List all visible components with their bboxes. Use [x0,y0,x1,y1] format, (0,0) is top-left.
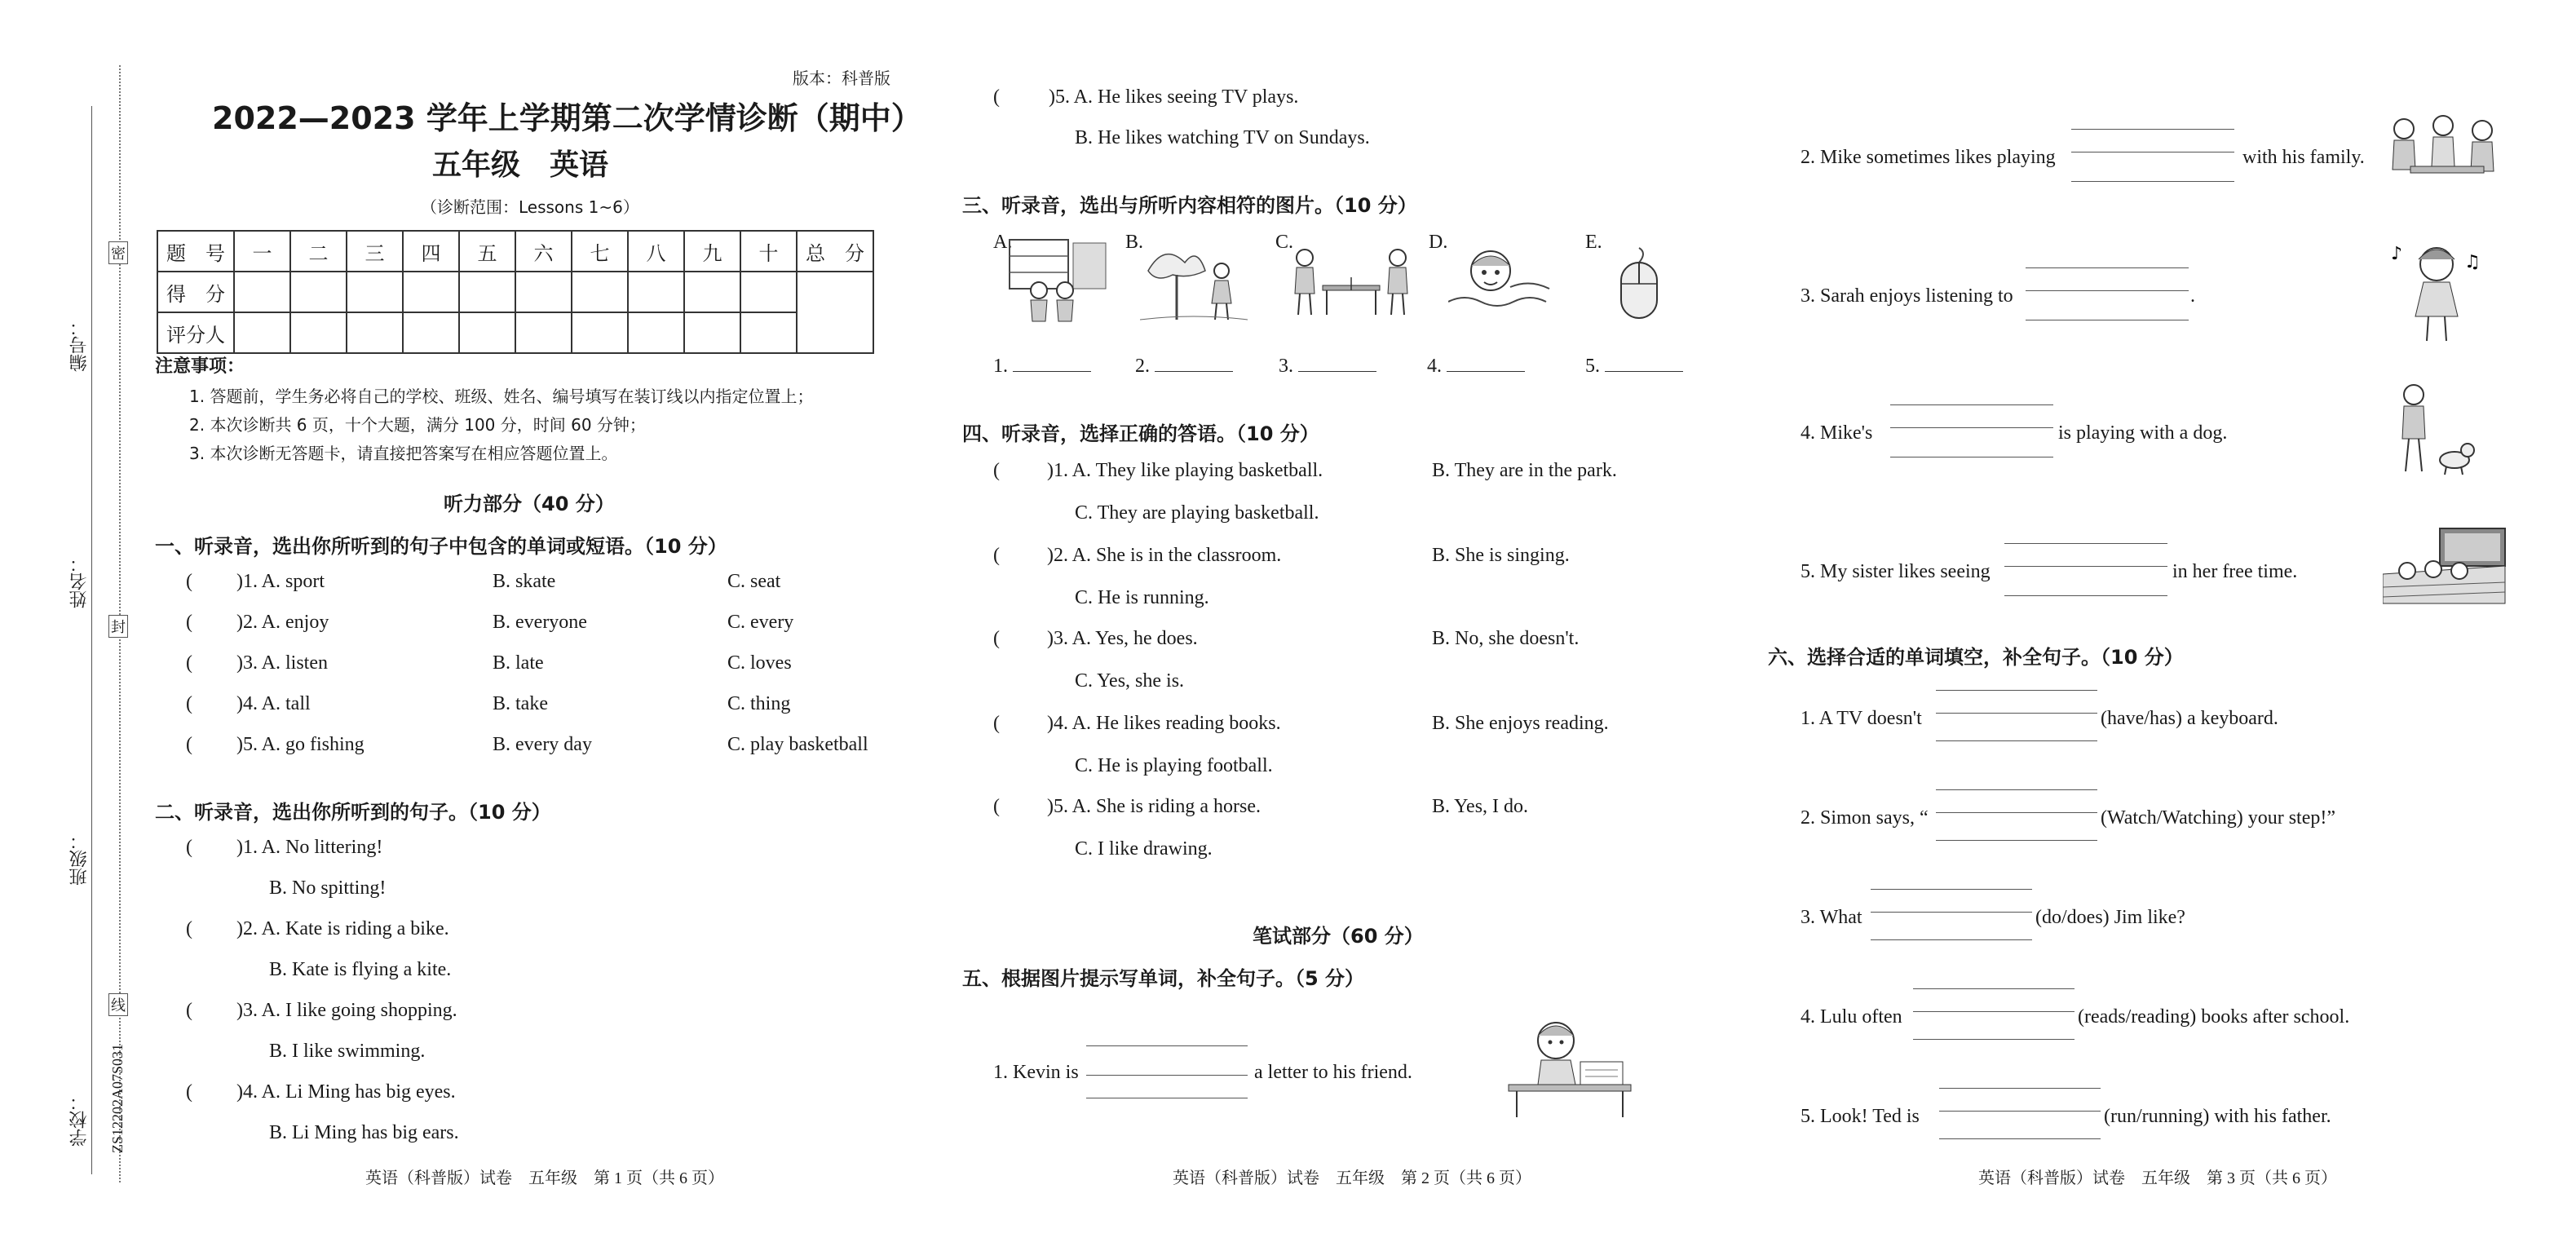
reply-option-b: B. She enjoys reading. [1432,713,1609,734]
answer-paren[interactable]: ( [993,713,1000,734]
s6-q4-pre: 4. Lulu often [1801,1006,1902,1028]
note-3: 3. 本次诊断无答题卡，请直接把答案写在相应答题位置上。 [189,444,618,463]
table-col-6: 六 [515,231,572,272]
reply-option-c: C. He is running. [1075,587,1209,608]
s5-q3-post: . [2190,285,2195,307]
answer-paren[interactable]: ( [186,652,192,674]
answer-paren[interactable]: ( [993,86,1000,108]
question-option-c: C. thing [727,693,791,714]
table-col-8: 八 [628,231,684,272]
picture-e-mouse-icon [1615,245,1664,323]
grader-cell[interactable] [572,312,628,353]
s5-q2-blank[interactable] [2071,157,2234,165]
question-option-b: B. skate [493,571,556,592]
answer-paren[interactable]: ( [186,612,192,633]
writing-guide-line [1871,912,2032,913]
writing-guide-line [1890,427,2053,428]
reply-option-a: )2. A. She is in the classroom. [1047,545,1282,566]
pic-label-d: D. [1429,232,1448,253]
picture-c-table-tennis-icon [1290,236,1412,326]
table-col-4: 四 [403,231,459,272]
section-2-title: 二、听录音，选出你所听到的句子。（10 分） [155,801,551,824]
pic-label-c: C. [1275,232,1294,253]
line-mark: 线 [108,993,128,1016]
score-cell[interactable] [572,272,628,312]
sentence-option-b: B. Kate is flying a kite. [269,959,452,980]
s6-q3-blank[interactable] [1871,917,2032,925]
score-cell[interactable] [347,272,403,312]
exam-scope: （诊断范围：Lessons 1~6） [421,197,639,217]
s5-q3-pre: 3. Sarah enjoys listening to [1801,285,2013,307]
question-option-a: )4. A. tall [236,693,311,714]
writing-guide-line [1939,1088,2101,1089]
s6-q4-blank[interactable] [1913,1016,2074,1024]
reply-option-b: B. No, she doesn't. [1432,628,1580,649]
notes-title: 注意事项： [155,356,245,377]
table-col-3: 三 [347,231,403,272]
seal-mark-1: 密 [108,241,128,264]
writing-guide-line [1939,1138,2101,1139]
answer-label-2: 2. [1135,356,1233,378]
question-option-c: C. seat [727,571,781,592]
sentence-option-b: B. No spitting! [269,877,387,899]
pic-label-b: B. [1125,232,1144,253]
score-cell[interactable] [628,272,684,312]
s6-q3-post: (do/does) Jim like? [2035,907,2185,928]
sentence-option-a: )4. A. Li Ming has big eyes. [236,1081,456,1103]
section-4-title: 四、听录音，选择正确的答语。（10 分） [962,422,1319,445]
s6-q1-blank[interactable] [1936,718,2097,726]
writing-guide-line [2071,181,2234,182]
question-option-b: B. late [493,652,544,674]
answer-paren[interactable]: ( [186,918,192,939]
reply-option-c: C. He is playing football. [1075,755,1273,776]
answer-paren[interactable]: ( [186,734,192,755]
s5-q1-post: a letter to his friend. [1254,1062,1412,1083]
answer-label-1: 1. [993,356,1091,378]
answer-paren[interactable]: ( [993,796,1000,817]
writing-guide-line [2026,290,2189,291]
exam-subtitle: 五年级 英语 [432,148,609,182]
page-3-footer: 英语（科普版）试卷 五年级 第 3 页（共 6 页） [1978,1169,2337,1187]
grader-cell[interactable] [459,312,515,353]
answer-label-3: 3. [1279,356,1376,378]
answer-blank[interactable] [1605,371,1683,372]
school-label: 学校： [69,1093,90,1147]
question-option-c: C. play basketball [727,734,868,755]
writing-guide-line [2026,267,2189,268]
s5-q5-blank[interactable] [2004,571,2167,579]
section-1-title: 一、听录音，选出你所听到的句子中包含的单词或短语。（10 分） [155,535,727,558]
reply-option-b: B. She is singing. [1432,545,1570,566]
grader-cell[interactable] [347,312,403,353]
s5-q2-post: with his family. [2242,147,2365,168]
reply-option-b: B. They are in the park. [1432,460,1617,481]
s5-q4-blank[interactable] [1890,432,2053,440]
s5-q2-pre: 2. Mike sometimes likes playing [1801,147,2056,168]
reply-option-c: C. Yes, she is. [1075,670,1185,692]
writing-guide-line [1890,404,2053,405]
s6-q2-post: (Watch/Watching) your step!” [2101,807,2336,829]
s6-q2-blank[interactable] [1936,817,2097,825]
section-6-title: 六、选择合适的单词填空，补全句子。（10 分） [1768,646,2184,669]
question-option-b: B. every day [493,734,592,755]
s5-q5-pre: 5. My sister likes seeing [1801,561,1991,582]
s6-q5-pre: 5. Look! Ted is [1801,1106,1920,1127]
answer-paren[interactable]: ( [186,1081,192,1103]
sentence-option-a: )2. A. Kate is riding a bike. [236,918,449,939]
boy-writing-icon [1505,1016,1636,1119]
table-col-9: 九 [684,231,740,272]
s6-q1-post: (have/has) a keyboard. [2101,708,2278,729]
writing-guide-line [1086,1045,1248,1046]
table-col-1: 一 [234,231,290,272]
answer-paren[interactable]: ( [186,693,192,714]
seal-mark-2: 封 [108,615,128,638]
table-col-total: 总 分 [797,231,873,272]
reply-option-c: C. I like drawing. [1075,838,1213,860]
picture-d-swimming-icon [1448,238,1554,320]
sentence-option-b: B. Li Ming has big ears. [269,1122,459,1143]
writing-guide-line [1939,1111,2101,1112]
sentence-option-a: )3. A. I like going shopping. [236,1000,457,1021]
note-2: 2. 本次诊断共 6 页，十个大题，满分 100 分，时间 60 分钟； [189,415,646,435]
score-cell[interactable] [459,272,515,312]
score-cell[interactable] [290,272,347,312]
score-table-row-score [157,272,873,312]
answer-blank[interactable] [1447,371,1525,372]
question-option-b: B. take [493,693,548,714]
writing-guide-line [1936,740,2097,741]
s6-q1-pre: 1. A TV doesn't [1801,708,1922,729]
watching-movie-icon [2383,525,2508,607]
table-col-5: 五 [459,231,515,272]
question-option-a: )2. A. enjoy [236,612,329,633]
reply-option-a: )4. A. He likes reading books. [1047,713,1281,734]
s6-q5-post: (run/running) with his father. [2104,1106,2331,1127]
binding-solid-line [91,106,92,1174]
reply-option-a: )3. A. Yes, he does. [1047,628,1198,649]
table-col-10: 十 [740,231,797,272]
writing-guide-line [2004,566,2167,567]
answer-blank[interactable] [1155,371,1233,372]
table-row-label: 得 分 [157,272,234,312]
section-5-title: 五、根据图片提示写单词，补全句子。（5 分） [962,967,1365,990]
writing-guide-line [1871,939,2032,940]
picture-b-park-icon [1140,238,1248,325]
grader-cell[interactable] [684,312,740,353]
question-option-a: )1. A. sport [236,571,325,592]
answer-blank[interactable] [1298,371,1376,372]
writing-heading: 笔试部分（60 分） [1253,925,1424,948]
answer-label-4: 4. [1427,356,1525,378]
grader-cell[interactable] [515,312,572,353]
s6-q4-post: (reads/reading) books after school. [2078,1006,2350,1028]
reply-option-a: )5. A. She is riding a horse. [1047,796,1261,817]
svg-text:♪: ♪ [2391,244,2403,264]
sentence-option-b: B. He likes watching TV on Sundays. [1075,127,1370,148]
name-label: 姓名： [69,555,90,608]
score-cell[interactable] [234,272,290,312]
picture-a-classroom-icon [1008,236,1109,326]
s6-q3-pre: 3. What [1801,907,1862,928]
grader-cell[interactable] [740,312,797,353]
table-col-7: 七 [572,231,628,272]
question-option-a: )3. A. listen [236,652,328,674]
writing-guide-line [1936,690,2097,691]
note-1: 1. 答题前，学生务必将自己的学校、班级、姓名、编号填写在装订线以内指定位置上； [189,387,814,406]
grader-cell[interactable] [234,312,290,353]
table-col-2: 二 [290,231,347,272]
girl-listening-music-icon [2388,235,2485,344]
grader-cell[interactable] [628,312,684,353]
listening-heading: 听力部分（40 分） [444,493,615,515]
page-1-footer: 英语（科普版）试卷 五年级 第 1 页（共 6 页） [365,1169,724,1187]
answer-paren[interactable]: ( [993,628,1000,649]
answer-paren[interactable]: ( [993,545,1000,566]
writing-guide-line [1913,988,2074,989]
writing-guide-line [1936,713,2097,714]
question-option-a: )5. A. go fishing [236,734,365,755]
exam-title: 2022—2023 学年上学期第二次学情诊断（期中） [212,100,922,136]
score-table-row-grader [157,312,873,353]
score-table [157,230,874,354]
svg-text:♫: ♫ [2464,252,2481,272]
s6-q5-blank[interactable] [1939,1116,2101,1124]
s5-q1-blank[interactable] [1086,1075,1248,1083]
sentence-option-a: )5. A. He likes seeing TV plays. [1049,86,1299,108]
s5-q4-post: is playing with a dog. [2058,422,2228,444]
man-with-dog-icon [2389,380,2479,478]
score-table-row-number [157,231,873,272]
number-label: 编号： [69,318,90,372]
s5-q4-pre: 4. Mike's [1801,422,1873,444]
edition-label: 版本：科普版 [793,69,890,88]
pic-label-e: E. [1585,232,1602,253]
total-score-cell[interactable] [797,272,873,353]
page-2-footer: 英语（科普版）试卷 五年级 第 2 页（共 6 页） [1173,1169,1531,1187]
grader-cell[interactable] [290,312,347,353]
question-option-b: B. everyone [493,612,587,633]
writing-guide-line [2004,595,2167,596]
reply-option-a: )1. A. They like playing basketball. [1047,460,1323,481]
table-row-label: 题 号 [157,231,234,272]
table-row-label: 评分人 [157,312,234,353]
writing-guide-line [1936,840,2097,841]
class-label: 班级： [69,832,90,886]
writing-guide-line [2071,129,2234,130]
reply-option-b: B. Yes, I do. [1432,796,1529,817]
score-cell[interactable] [515,272,572,312]
answer-label-5: 5. [1585,356,1683,378]
answer-paren[interactable]: ( [186,1000,192,1021]
answer-paren[interactable]: ( [186,571,192,592]
question-option-c: C. every [727,612,794,633]
answer-paren[interactable]: ( [186,837,192,858]
sentence-option-a: )1. A. No littering! [236,837,383,858]
question-option-c: C. loves [727,652,792,674]
family-playing-icon [2386,113,2508,183]
paper-code: ZS12202A07S031 [109,1044,126,1154]
writing-guide-line [2004,543,2167,544]
s5-q5-post: in her free time. [2172,561,2298,582]
reply-option-c: C. They are playing basketball. [1075,502,1319,524]
writing-guide-line [1936,812,2097,813]
score-cell[interactable] [403,272,459,312]
section-3-title: 三、听录音，选出与所听内容相符的图片。（10 分） [962,194,1417,217]
s6-q2-pre: 2. Simon says, “ [1801,807,1929,829]
answer-blank[interactable] [1013,371,1091,372]
answer-paren[interactable]: ( [993,460,1000,481]
s5-q3-blank[interactable] [2026,295,2189,303]
s5-q1-pre: 1. Kevin is [993,1062,1079,1083]
pic-label-a: A. [993,232,1013,253]
writing-guide-line [1871,889,2032,890]
writing-guide-line [1913,1011,2074,1012]
score-cell[interactable] [684,272,740,312]
score-cell[interactable] [740,272,797,312]
grader-cell[interactable] [403,312,459,353]
sentence-option-b: B. I like swimming. [269,1041,426,1062]
writing-guide-line [1936,789,2097,790]
writing-guide-line [1913,1039,2074,1040]
